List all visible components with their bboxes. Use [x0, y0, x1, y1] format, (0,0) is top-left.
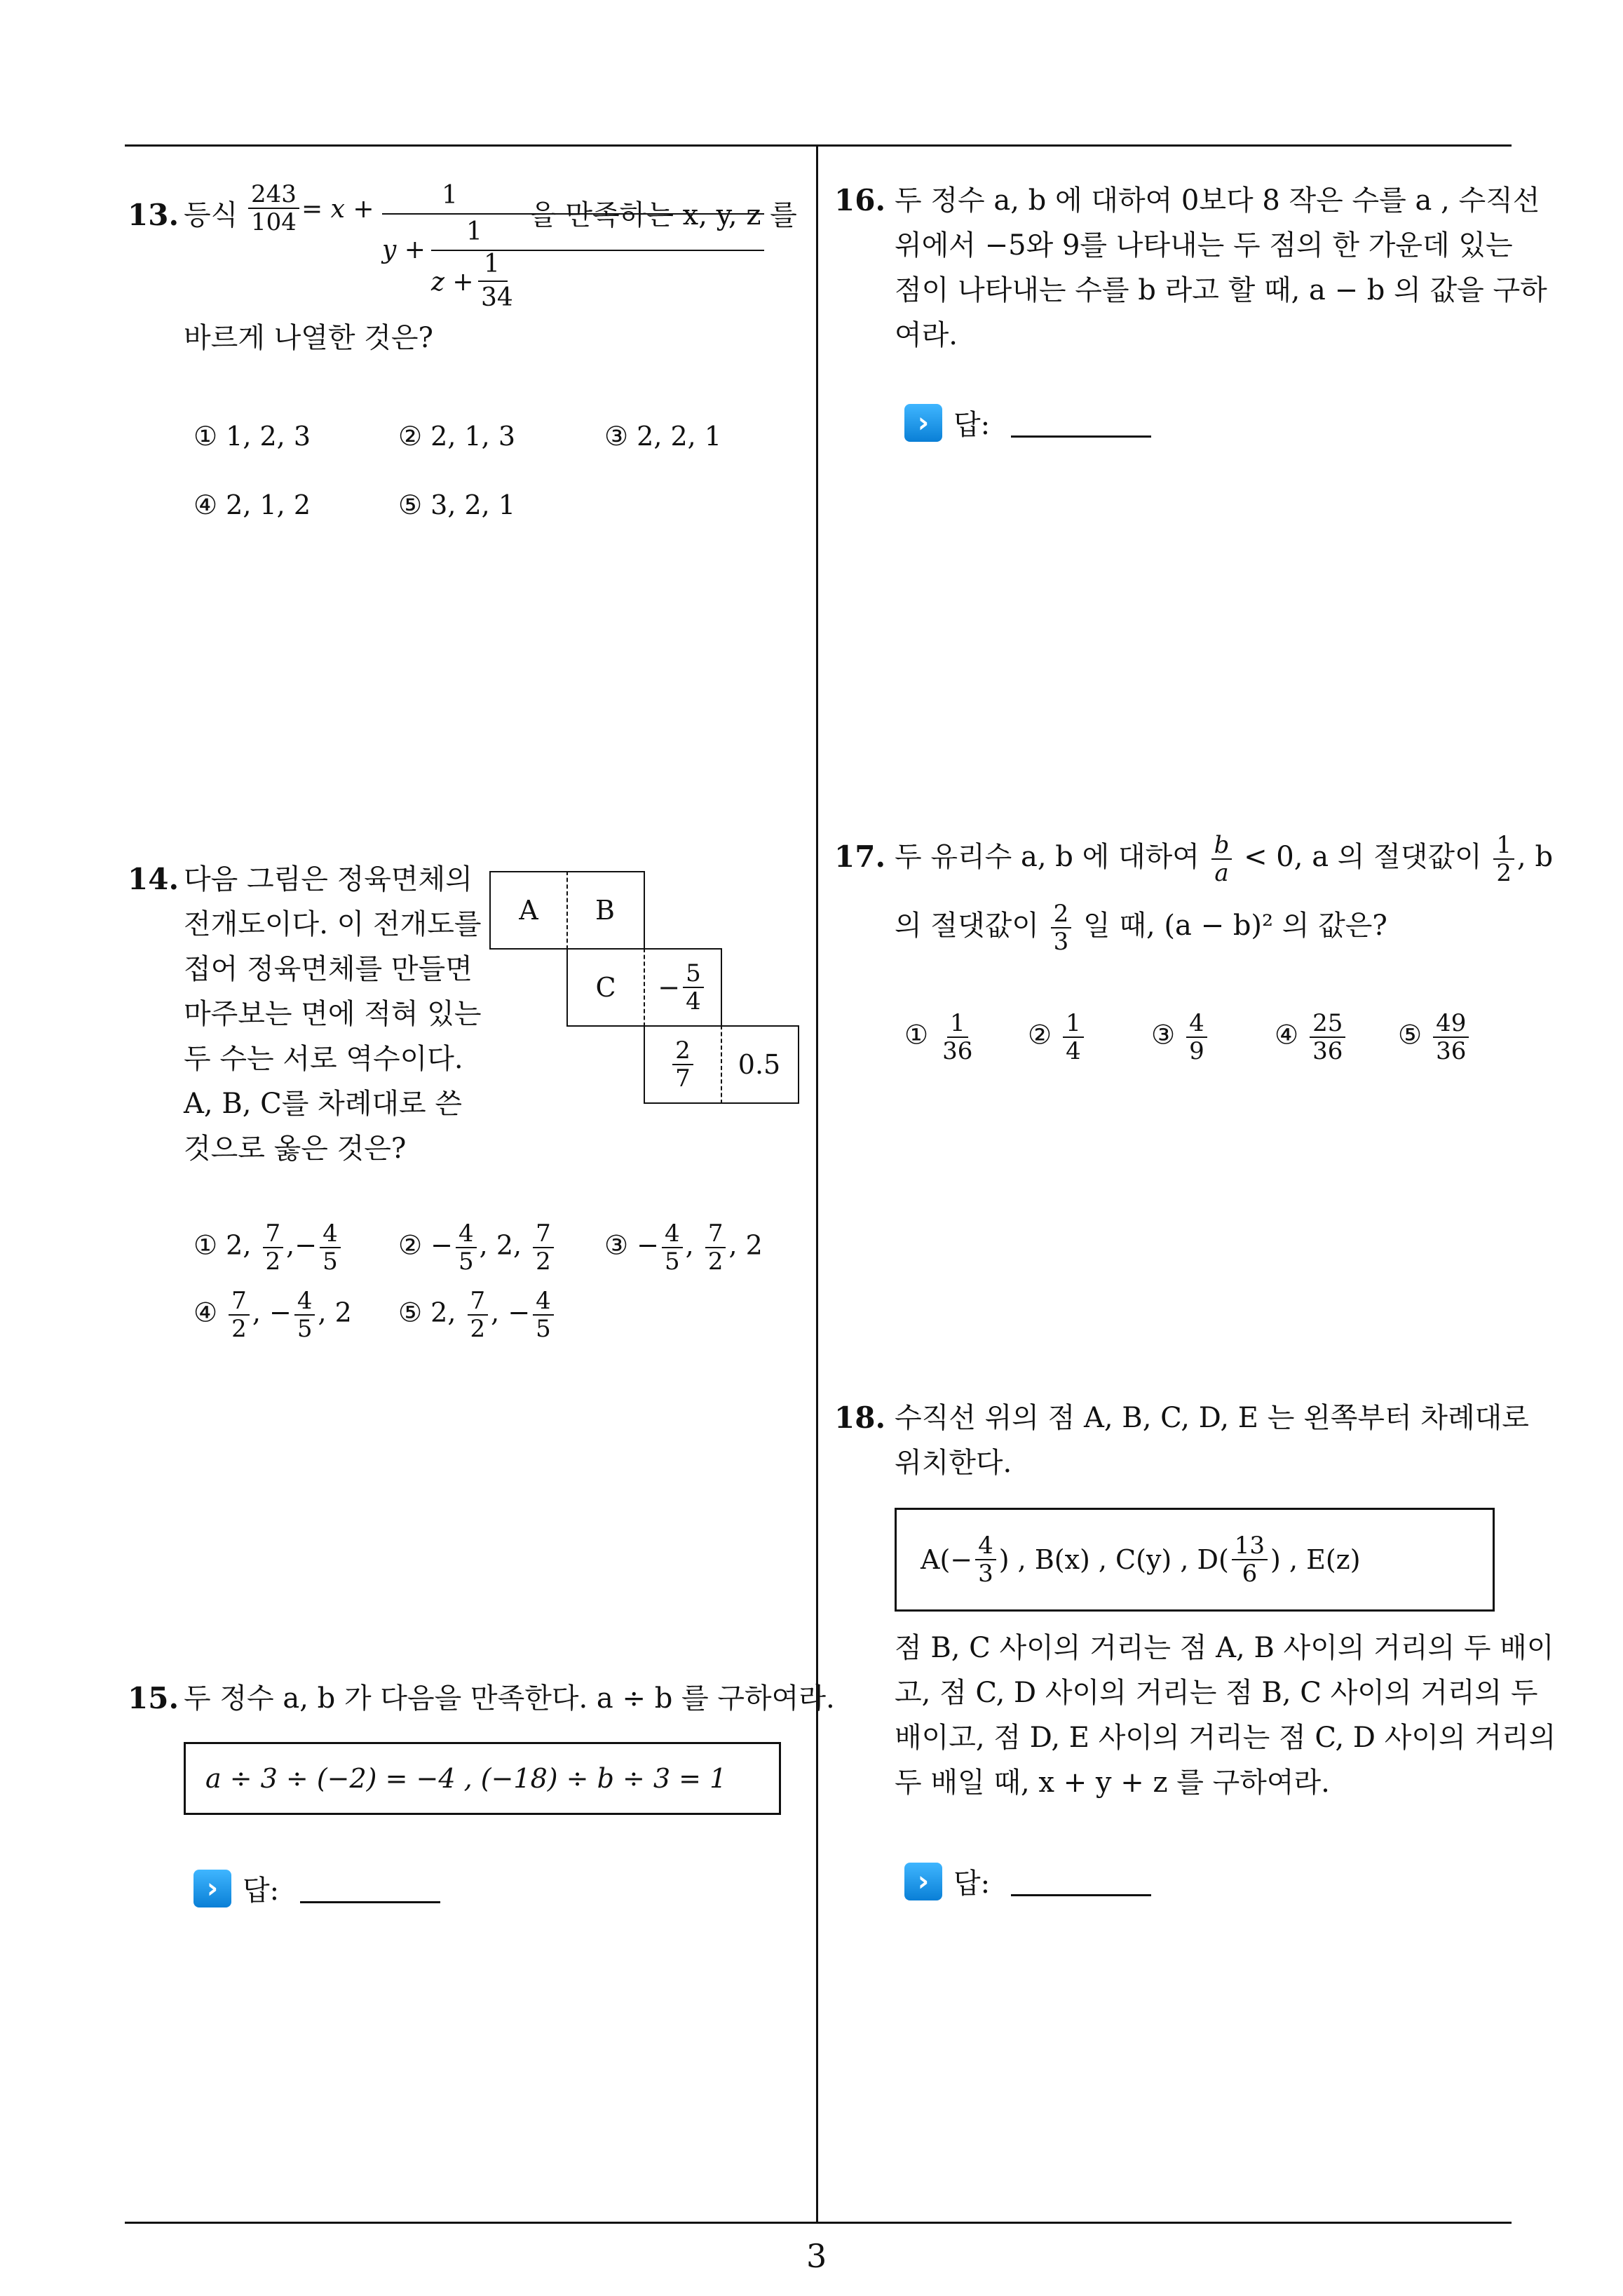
q13-left-fraction: $\frac{243}{104}$	[248, 181, 299, 236]
q16-line-2: 위에서 −5와 9를 나타내는 두 점의 한 가운데 있는	[895, 229, 1513, 262]
q14-choice-2[interactable]: ② − $\frac{4}{5}$ , 2, $\frac{7}{2}$	[398, 1220, 557, 1275]
q14-choice-4[interactable]: ④ $\frac{7}{2}$ , − $\frac{4}{5}$ , 2	[193, 1287, 352, 1343]
chevron-right-icon: ›	[904, 1863, 942, 1900]
question-number: 17.	[834, 839, 886, 874]
question-number: 16.	[834, 183, 886, 217]
q18-body-4: 두 배일 때, x + y + z 를 구하여라.	[895, 1767, 1330, 1799]
q18-points-box: A(− $\frac{4}{3}$ ) , B(x) , C(y) , D( $\frac{13}{6}$ ) , E(z)	[895, 1508, 1495, 1612]
answer-blank[interactable]	[1011, 407, 1151, 438]
q18-answer[interactable]: › 답:	[904, 1861, 1151, 1901]
q17-choice-1[interactable]: ① $\frac{1}{36}$	[904, 1009, 973, 1065]
q14-line-3: 접어 정육면체를 만들면	[184, 953, 473, 985]
q18-body-1: 점 B, C 사이의 거리는 점 A, B 사이의 거리의 두 배이	[895, 1632, 1554, 1664]
q14-line-2: 전개도이다. 이 전개도를	[184, 908, 482, 940]
q14-line-1: 다음 그림은 정육면체의	[184, 863, 473, 896]
q15-condition-box: a ÷ 3 ÷ (−2) = −4 , (−18) ÷ b ÷ 3 = 1	[184, 1742, 781, 1815]
q18-line-1: 수직선 위의 점 A, B, C, D, E 는 왼쪽부터 차례대로	[895, 1402, 1529, 1434]
question-number: 13.	[128, 198, 179, 232]
q13-choice-4[interactable]: ④ 2, 1, 2	[193, 489, 311, 520]
answer-blank[interactable]	[300, 1873, 440, 1903]
column-divider	[816, 144, 818, 2223]
q14-choice-5[interactable]: ⑤ 2, $\frac{7}{2}$ , − $\frac{4}{5}$	[398, 1288, 557, 1342]
answer-blank[interactable]	[1011, 1866, 1151, 1896]
q13-choice-5[interactable]: ⑤ 3, 2, 1	[398, 489, 515, 520]
q14-choice-1[interactable]: ① 2, $\frac{7}{2}$ ,− $\frac{4}{5}$	[193, 1220, 344, 1275]
q18-body-3: 배이고, 점 D, E 사이의 거리는 점 C, D 사이의 거리의	[895, 1722, 1556, 1754]
q17-line-2: 의 절댓값이 $\frac{2}{3}$ 일 때, (a − b)² 의 값은?	[895, 900, 1387, 956]
net-face-fraction: $\frac{2}{7}$	[644, 1025, 722, 1104]
q13-choice-1[interactable]: ① 1, 2, 3	[193, 421, 311, 452]
net-face-a: A	[489, 871, 568, 950]
q15-text: 두 정수 a, b 가 다음을 만족한다. a ÷ b 를 구하여라.	[184, 1682, 835, 1715]
q17-choice-2[interactable]: ② $\frac{1}{4}$	[1028, 1010, 1087, 1065]
q16-line-3: 점이 나타내는 수를 b 라고 할 때, a − b 의 값을 구하	[895, 274, 1547, 306]
q14-line-4: 마주보는 면에 적혀 있는	[184, 998, 482, 1030]
q13-post: 을 만족하는 x, y, z 를	[529, 199, 797, 231]
q16-line-1: 두 정수 a, b 에 대하여 0보다 8 작은 수를 a , 수직선	[895, 184, 1540, 217]
q14-line-5: 두 수는 서로 역수이다.	[184, 1043, 463, 1075]
q14-line-7: 것으로 옳은 것은?	[184, 1133, 407, 1165]
page-number: 3	[806, 2237, 827, 2275]
q15-answer[interactable]: › 답:	[193, 1868, 440, 1908]
q13-choice-2[interactable]: ② 2, 1, 3	[398, 421, 515, 452]
q13-pre: 등식	[184, 199, 238, 231]
q14-line-6: A, B, C를 차례대로 쓴	[184, 1088, 463, 1120]
q17-choice-4[interactable]: ④ $\frac{25}{36}$	[1275, 1010, 1348, 1065]
q17-line-1: 두 유리수 a, b 에 대하여 $\frac{b}{a}$ < 0, a 의 절댓값이 $\frac{1}{2}$ , b	[895, 831, 1554, 887]
net-face-b: B	[566, 871, 645, 950]
chevron-right-icon: ›	[193, 1870, 231, 1907]
q16-answer[interactable]: › 답:	[904, 403, 1151, 443]
net-face-neg-fraction: − $\frac{5}{4}$	[644, 948, 722, 1027]
q18-line-2: 위치한다.	[895, 1447, 1012, 1479]
net-face-decimal: 0.5	[721, 1025, 799, 1104]
question-number: 15.	[128, 1681, 179, 1715]
bottom-rule	[125, 2222, 1512, 2224]
question-number: 18.	[834, 1400, 886, 1435]
q18-body-2: 고, 점 C, D 사이의 거리는 점 B, C 사이의 거리의 두	[895, 1677, 1538, 1709]
q14-choice-3[interactable]: ③ − $\frac{4}{5}$ , $\frac{7}{2}$ , 2	[604, 1220, 763, 1276]
top-rule	[125, 144, 1512, 147]
net-face-c: C	[566, 948, 645, 1027]
q13-choice-3[interactable]: ③ 2, 2, 1	[604, 421, 721, 452]
q16-line-4: 여라.	[895, 319, 958, 351]
q17-choice-3[interactable]: ③ $\frac{4}{9}$	[1151, 1010, 1210, 1065]
q17-choice-5[interactable]: ⑤ $\frac{49}{36}$	[1398, 1010, 1472, 1065]
chevron-right-icon: ›	[904, 404, 942, 442]
question-number: 14.	[128, 862, 179, 896]
q13-line2: 바르게 나열한 것은?	[184, 322, 433, 354]
